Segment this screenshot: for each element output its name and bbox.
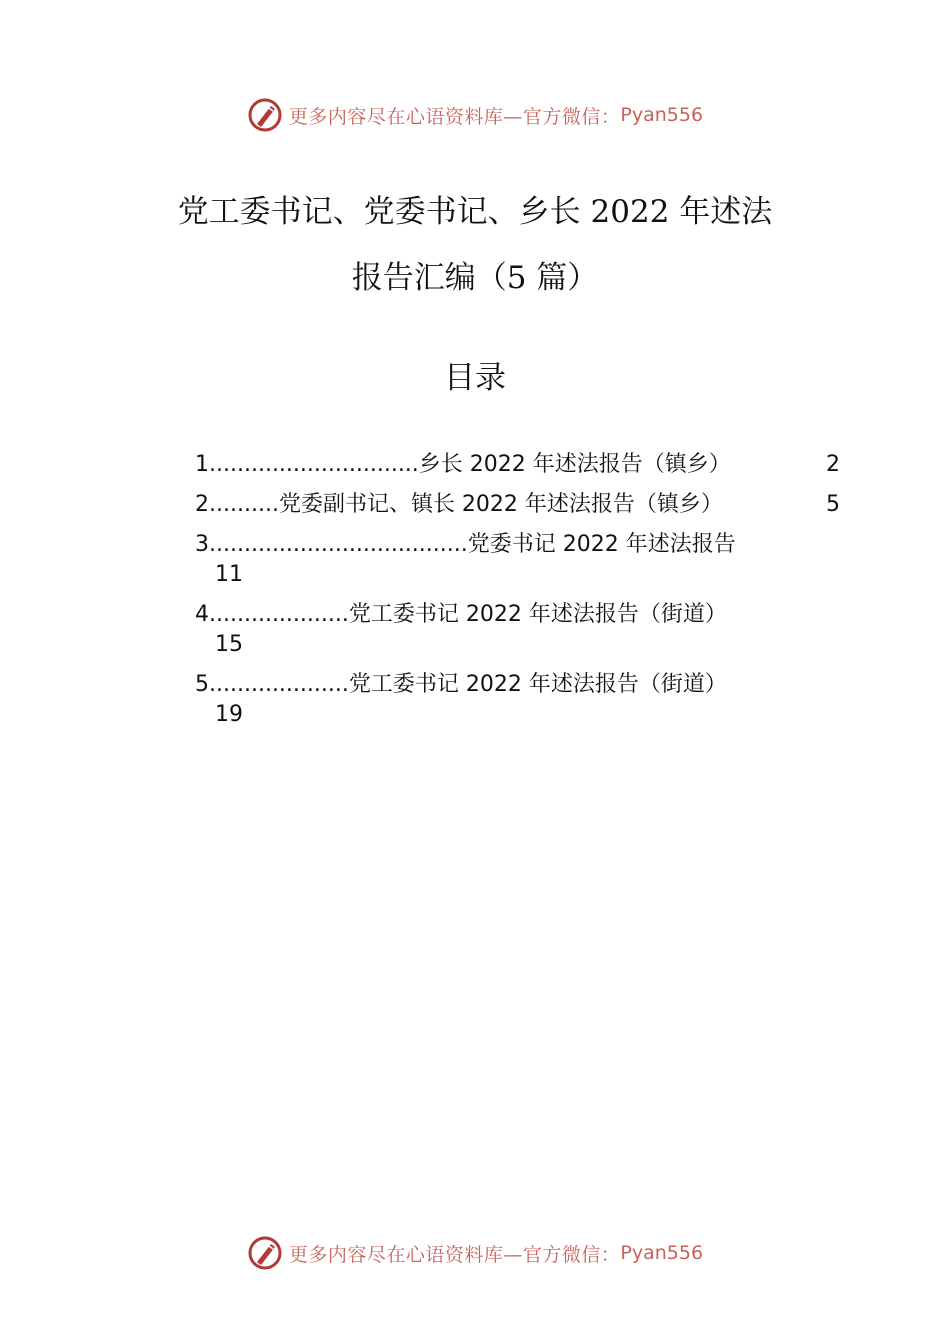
- toc-entry-2[interactable]: [195, 490, 845, 520]
- toc-entry-leader: .....................................: [209, 532, 468, 557]
- document-title-line1: 党工委书记、党委书记、乡长 2022 年述法: [177, 194, 773, 230]
- toc-entry-page: 15: [215, 632, 243, 657]
- toc-entry-1[interactable]: [195, 450, 845, 480]
- toc-entry-number: 3: [195, 532, 209, 557]
- pen-logo-icon: [247, 1235, 283, 1271]
- toc-entry-page: 2: [826, 452, 840, 477]
- banner-text: 更多内容尽在心语资料库—官方微信：: [288, 1243, 621, 1266]
- header-banner: [0, 95, 950, 135]
- wechat-id: Pyan556: [620, 104, 704, 126]
- toc-entry-title: 党工委书记 2022 年述法报告（街道）: [348, 602, 727, 627]
- toc-entry-3[interactable]: [195, 530, 845, 590]
- toc-entry-title: 党委书记 2022 年述法报告: [467, 532, 736, 557]
- table-of-contents: [195, 450, 845, 740]
- document-title-line2: 报告汇编（5 篇）: [351, 260, 599, 296]
- toc-entry-title: 党工委书记 2022 年述法报告（街道）: [348, 672, 727, 697]
- footer-banner: [0, 1233, 950, 1273]
- toc-entry-page: 19: [215, 702, 243, 727]
- toc-entry-number: 4: [195, 602, 209, 627]
- toc-entry-leader: ..............................: [209, 452, 419, 477]
- toc-entry-page: 5: [826, 492, 840, 517]
- toc-entry-number: 5: [195, 672, 209, 697]
- pen-logo-icon: [247, 97, 283, 133]
- toc-entry-leader: ..........: [209, 492, 279, 517]
- toc-entry-leader: ....................: [209, 672, 349, 697]
- toc-entry-page: 11: [215, 562, 243, 587]
- toc-entry-number: 1: [195, 452, 209, 477]
- toc-entry-4[interactable]: [195, 600, 845, 660]
- toc-entry-number: 2: [195, 492, 209, 517]
- toc-entry-title: 党委副书记、镇长 2022 年述法报告（镇乡）: [278, 492, 723, 517]
- toc-entry-5[interactable]: [195, 670, 845, 730]
- wechat-id: Pyan556: [620, 1242, 704, 1264]
- toc-entry-leader: ....................: [209, 602, 349, 627]
- banner-text: 更多内容尽在心语资料库—官方微信：: [288, 105, 621, 128]
- toc-heading: 目录: [444, 360, 506, 396]
- toc-entry-title: 乡长 2022 年述法报告（镇乡）: [418, 452, 731, 477]
